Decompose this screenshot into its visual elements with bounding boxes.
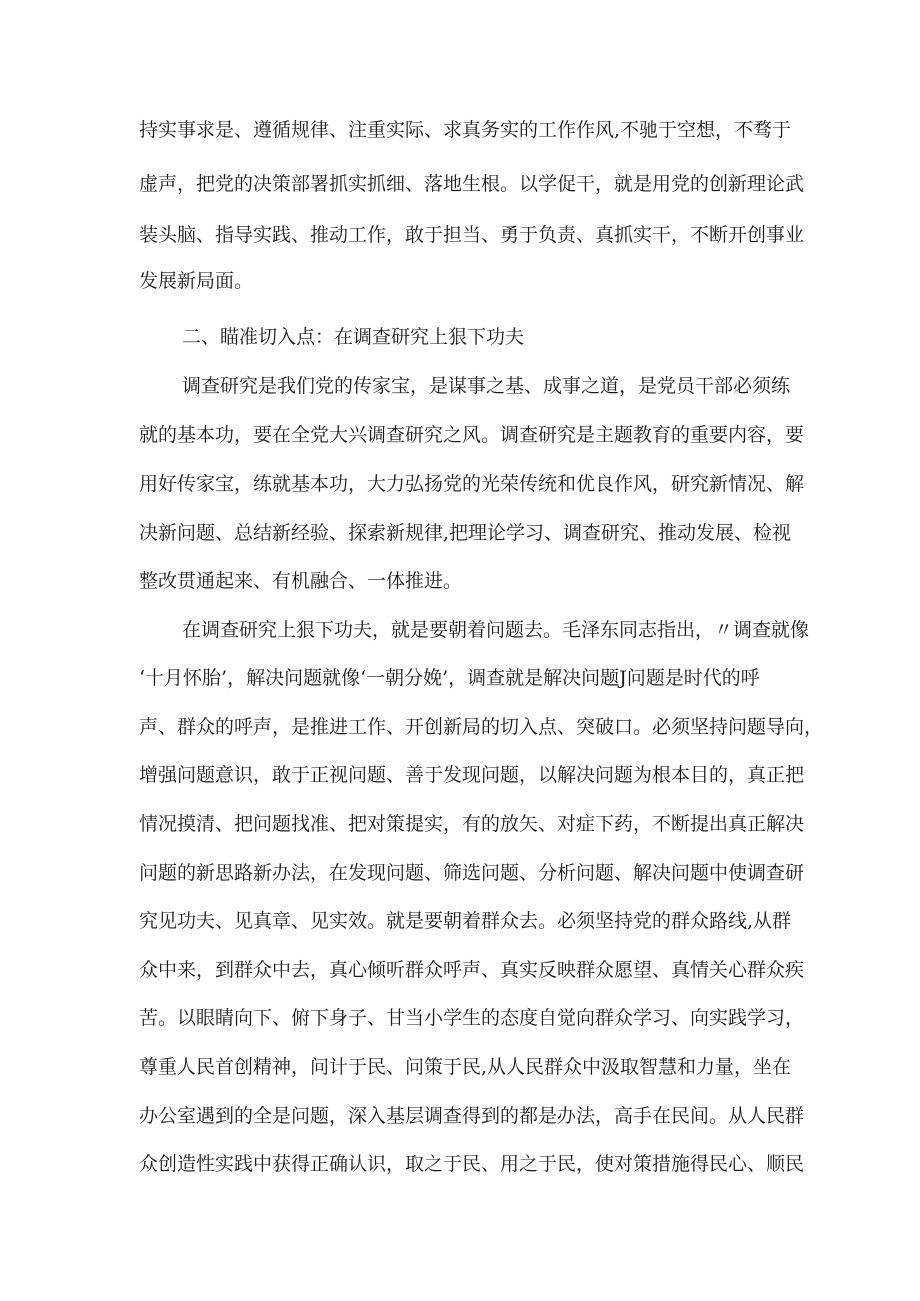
text-line-2: 虚声，把党的决策部署抓实抓细、落地生根。以学促干，就是用党的创新理论武	[139, 173, 805, 195]
text-line-16: 问题的新思路新办法，在发现问题、筛选问题、分析问题、解决问题中使调查研	[139, 862, 805, 884]
text-line-11: 在调查研究上狠下功夫，就是要朝着问题去。毛泽东同志指出，〃调查就像	[182, 619, 810, 641]
text-line-7: 就的基本功，要在全党大兴调查研究之风。调查研究是主题教育的重要内容，要	[139, 424, 805, 446]
section-heading: 二、瞄准切入点：在调查研究上狠下功夫	[182, 326, 525, 348]
text-line-19: 苦。以眼睛向下、俯下身子、甘当小学生的态度自觉向群众学习、向实践学习，	[139, 1007, 805, 1029]
text-line-6: 调查研究是我们党的传家宝，是谋事之基、成事之道，是党员干部必须练	[182, 375, 791, 397]
text-line-8: 用好传家宝，练就基本功，大力弘扬党的光荣传统和优良作风，研究新情况、解	[139, 473, 805, 495]
text-line-20: 尊重人民首创精神，问计于民、问策于民,从人民群众中汲取智慧和力量，坐在	[139, 1056, 792, 1078]
text-line-18: 众中来，到群众中去，真心倾听群众呼声、真实反映群众愿望、真情关心群众疾	[139, 959, 805, 981]
text-line-10: 整改贯通起来、有机融合、一体推进。	[139, 570, 463, 592]
text-line-17: 究见功夫、见真章、见实效。就是要朝着群众去。必须坚持党的群众路线,从群	[139, 910, 792, 932]
text-line-14: 增强问题意识，敢于正视问题、善于发现问题，以解决问题为根本目的，真正把	[139, 764, 805, 786]
text-line-15: 情况摸清、把问题找准、把对策提实，有的放矢、对症下药，不断提出真正解决	[139, 813, 805, 835]
text-line-3: 装头脑、指导实践、推动工作，敢于担当、勇于负责、真抓实干，不断开创事业	[139, 224, 805, 246]
text-line-22: 众创造性实践中获得正确认识，取之于民、用之于民，使对策措施得民心、顺民	[139, 1153, 805, 1175]
text-line-12: ‘十月怀胎’，解决问题就像‘一朝分娩’，调查就是解决问题J问题是时代的呼	[139, 667, 760, 689]
text-line-13: 声、群众的呼声，是推进工作、开创新局的切入点、突破口。必须坚持问题导向，	[139, 716, 824, 738]
text-line-9: 决新问题、总结新经验、探索新规律,把理论学习、调查研究、推动发展、检视	[139, 522, 792, 544]
text-line-1: 持实事求是、遵循规律、注重实际、求真务实的工作作风,不驰于空想，不骛于	[139, 119, 792, 141]
text-line-21: 办公室遇到的全是问题，深入基层调查得到的都是办法，高手在民间。从人民群	[139, 1105, 805, 1127]
text-line-4: 发展新局面。	[139, 270, 254, 292]
